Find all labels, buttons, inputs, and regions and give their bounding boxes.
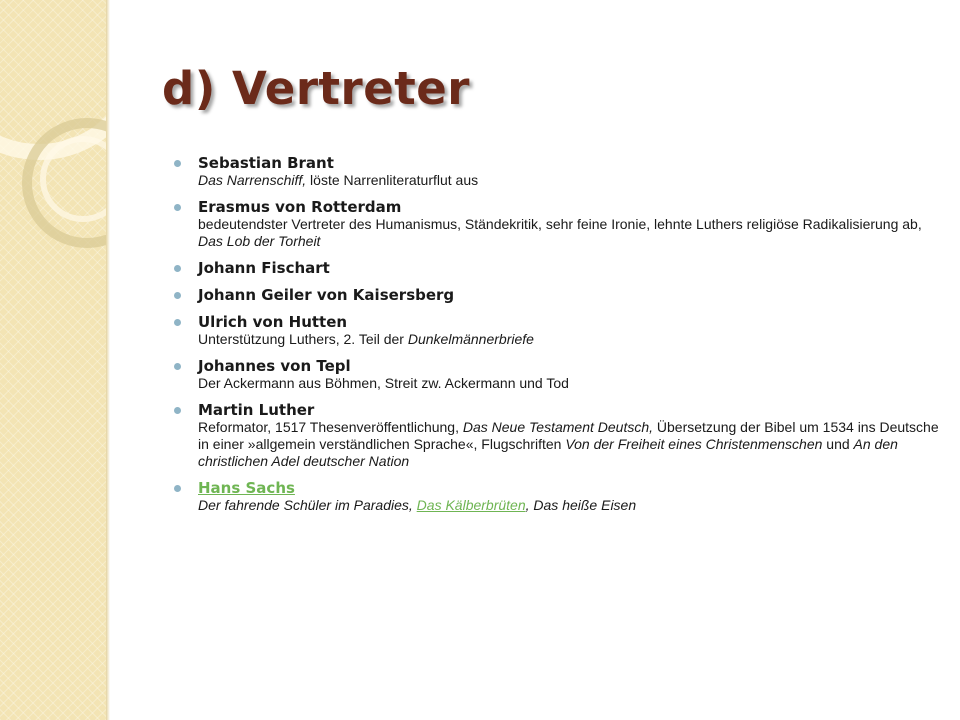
sidebar-edge [106,0,110,720]
description-segment: Das Lob der Torheit [198,233,321,249]
bullet-icon [174,160,181,167]
author-name-link[interactable]: Hans Sachs [198,479,295,497]
decorative-sidebar [0,0,106,720]
list-item [174,198,946,250]
list-item [174,259,946,277]
author-name: Johann Fischart [198,259,330,277]
slide-title: d) Vertreter [162,62,470,115]
list-item [174,479,946,514]
bullet-icon [174,204,181,211]
author-name: Erasmus von Rotterdam [198,198,402,216]
description-segment: Reformator, 1517 Thesenveröffentlichung, [198,419,463,435]
representatives-list [174,154,946,523]
author-name: Johann Geiler von Kaisersberg [198,286,455,304]
description-segment: Der Ackermann aus Böhmen, Streit zw. Ackermann und Tod [198,375,569,391]
author-name: Martin Luther [198,401,315,419]
description-segment: löste Narrenliteraturflut aus [306,172,479,188]
list-item [174,286,946,304]
list-item [174,154,946,189]
author-description [198,375,946,392]
description-segment: Unterstützung Luthers, 2. Teil der [198,331,408,347]
author-description [198,419,946,470]
description-segment: Das Narrenschiff, [198,172,307,188]
author-description [198,172,946,189]
description-segment: , Das heiße Eisen [525,497,637,513]
description-segment: bedeutendster Vertreter des Humanismus, Ständekritik, sehr feine Ironie, lehnte Luthers religiöse Radikalisierung ab, [198,216,922,232]
author-name: Sebastian Brant [198,154,334,172]
bullet-icon [174,363,181,370]
bullet-icon [174,319,181,326]
bullet-icon [174,292,181,299]
description-segment: Der fahrende Schüler im Paradies, [198,497,417,513]
description-segment: An den christlichen Adel deutscher Nation [198,436,898,469]
author-description [198,497,946,514]
description-segment: Übersetzung der Bibel um 1534 ins Deutsche in einer »allgemein verständlichen Sprache«, Flugschriften [198,419,939,452]
description-segment: Dunkelmännerbriefe [407,331,534,347]
list-item [174,401,946,470]
description-segment: Das Neue Testament Deutsch, [462,419,654,435]
description-segment: und [822,436,854,452]
bullet-icon [174,485,181,492]
work-title-link[interactable]: Das Kälberbrüten [416,497,526,513]
bullet-icon [174,407,181,414]
list-item [174,313,946,348]
description-segment: Von der Freiheit eines Christenmenschen [565,436,823,452]
author-description [198,331,946,348]
author-description [198,216,946,250]
author-name: Johannes von Tepl [198,357,351,375]
bullet-icon [174,265,181,272]
list-item [174,357,946,392]
author-name: Ulrich von Hutten [198,313,348,331]
